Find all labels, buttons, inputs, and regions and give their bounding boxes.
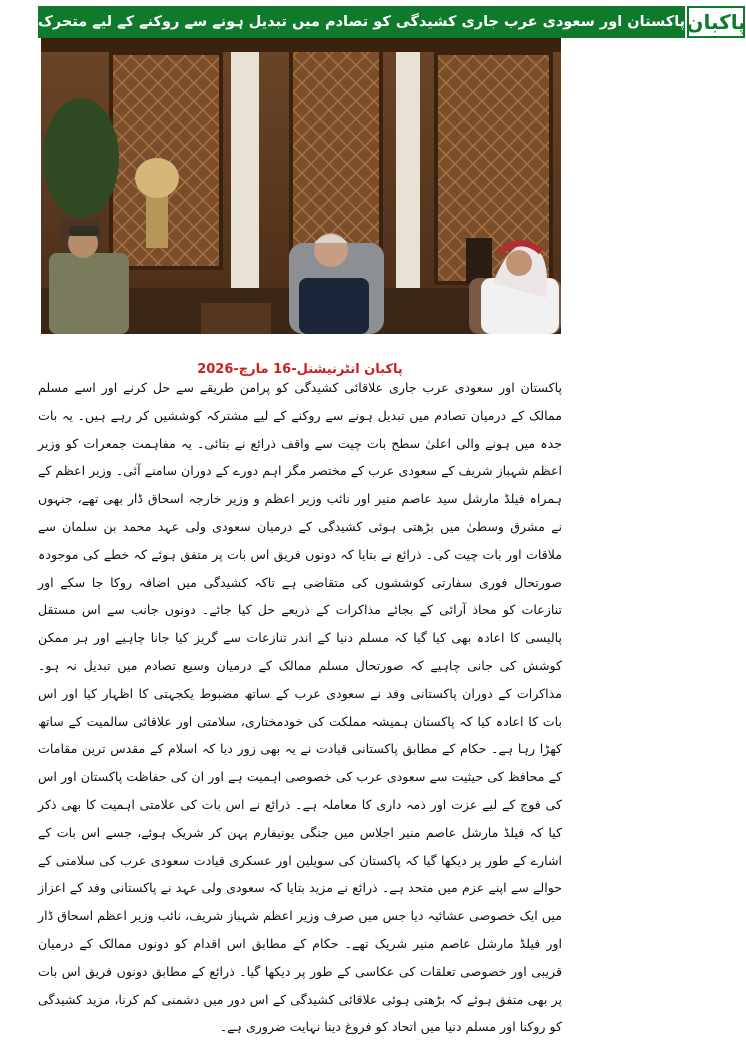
dateline: پاکبان انٹرنیشنل-16 مارچ-2026 [197, 362, 403, 377]
article-body: پاکستان اور سعودی عرب جاری علاقائی کشیدگی کو پرامن طریقے سے حل کرنے اور اسے مسلم ممالک کے درمیان تصادم میں تبدیل ہونے سے روکنے کے لیے مشترکہ کوششیں کر رہے ہیں۔ یہ بات جدہ میں ہونے والی اعلیٰ سطح بات چیت سے واقف ذرائع نے بتائی۔ یہ مفاہمت جمعرات کو وزیر اعظم شہباز شریف کے سعودی عرب کے مختصر مگر اہم دورے کے دوران سامنے آئی۔ وزیر اعظم کے ہمراہ فیلڈ مارشل سید عاصم منیر اور نائب وزیر اعظم و وزیر خارجہ اسحاق ڈار بھی تھے، جنہوں نے مشرق وسطیٰ میں بڑھتی ہوئی کشیدگی کے درمیان سعودی ولی عہد محمد بن سلمان سے ملاقات اور بات چیت کی۔ ذرائع نے بتایا کہ دونوں فریق اس بات پر متفق ہوئے کہ خطے کی موجودہ صورتحال فوری سفارتی کوششوں کی متقاضی ہے تاکہ کشیدگی میں اضافہ روکا جا سکے اور تنازعات کو محاذ آرائی کے بجائے مذاکرات کے ذریعے حل کیا جائے۔ دونوں جانب سے اس مستقل پالیسی کا اعادہ بھی کیا گیا کہ مسلم دنیا کے اندر تنازعات سے گریز کیا جانا چاہیے اور ہر ممکن کوشش کی جانی چاہیے کہ صورتحال مسلم ممالک کے درمیان وسیع تصادم میں تبدیل نہ ہو۔ مذاکرات کے دوران پاکستانی وفد نے سعودی عرب کے ساتھ مضبوط یکجہتی کا اظہار کیا اور اس بات کا اعادہ کیا کہ پاکستان ہمیشہ مملکت کی خودمختاری، سلامتی اور علاقائی سالمیت کے ساتھ کھڑا رہا ہے۔ حکام کے مطابق پاکستانی قیادت نے یہ بھی زور دیا کہ اسلام کے مقدس ترین مقامات کے محافظ کی حیثیت سے سعودی عرب کی خصوصی اہمیت ہے اور ان کی حفاظت پاکستان اور اس کی فوج کے لیے عزت اور ذمہ داری کا معاملہ ہے۔ ذرائع نے اس بات کی علامتی اہمیت کا بھی ذکر کیا کہ فیلڈ مارشل عاصم منیر اجلاس میں جنگی یونیفارم پہن کر شریک ہوئے، جسے اس بات کے اشارے کے طور پر دیکھا گیا کہ پاکستان کی سویلین اور عسکری قیادت سعودی عرب کی سلامتی کے حوالے سے اپنے عزم میں متحد ہے۔ ذرائع نے مزید بتایا کہ سعودی ولی عہد نے پاکستانی وفد کے اعزاز میں ایک خصوصی عشائیہ دیا جس میں صرف وزیر اعظم شہباز شریف، نائب وزیر اعظم اسحاق ڈار اور فیلڈ مارشل عاصم منیر شریک تھے۔ حکام کے مطابق اس اقدام کو دونوں ممالک کے درمیان قریبی اور خصوصی تعلقات کی عکاسی کے طور پر دیکھا گیا۔ ذرائع کے مطابق دونوں فریق اس بات پر بھی متفق ہوئے کہ بڑھتی ہوئی علاقائی کشیدگی کے اس دور میں دشمنی کم کرنا، مزید کشیدگی کو روکنا اور مسلم دنیا میں اتحاد کو فروغ دینا نہایت ضروری ہے۔ [38, 380, 562, 1035]
brand-logo: پاکبان [687, 6, 745, 38]
headline: پاکستان اور سعودی عرب جاری کشیدگی کو تصادم میں تبدیل ہونے سے روکنے کے لیے متحرک [38, 6, 685, 38]
header-bar [38, 6, 746, 38]
meeting-photo-illustration [41, 38, 561, 334]
meeting-photo [41, 38, 561, 334]
